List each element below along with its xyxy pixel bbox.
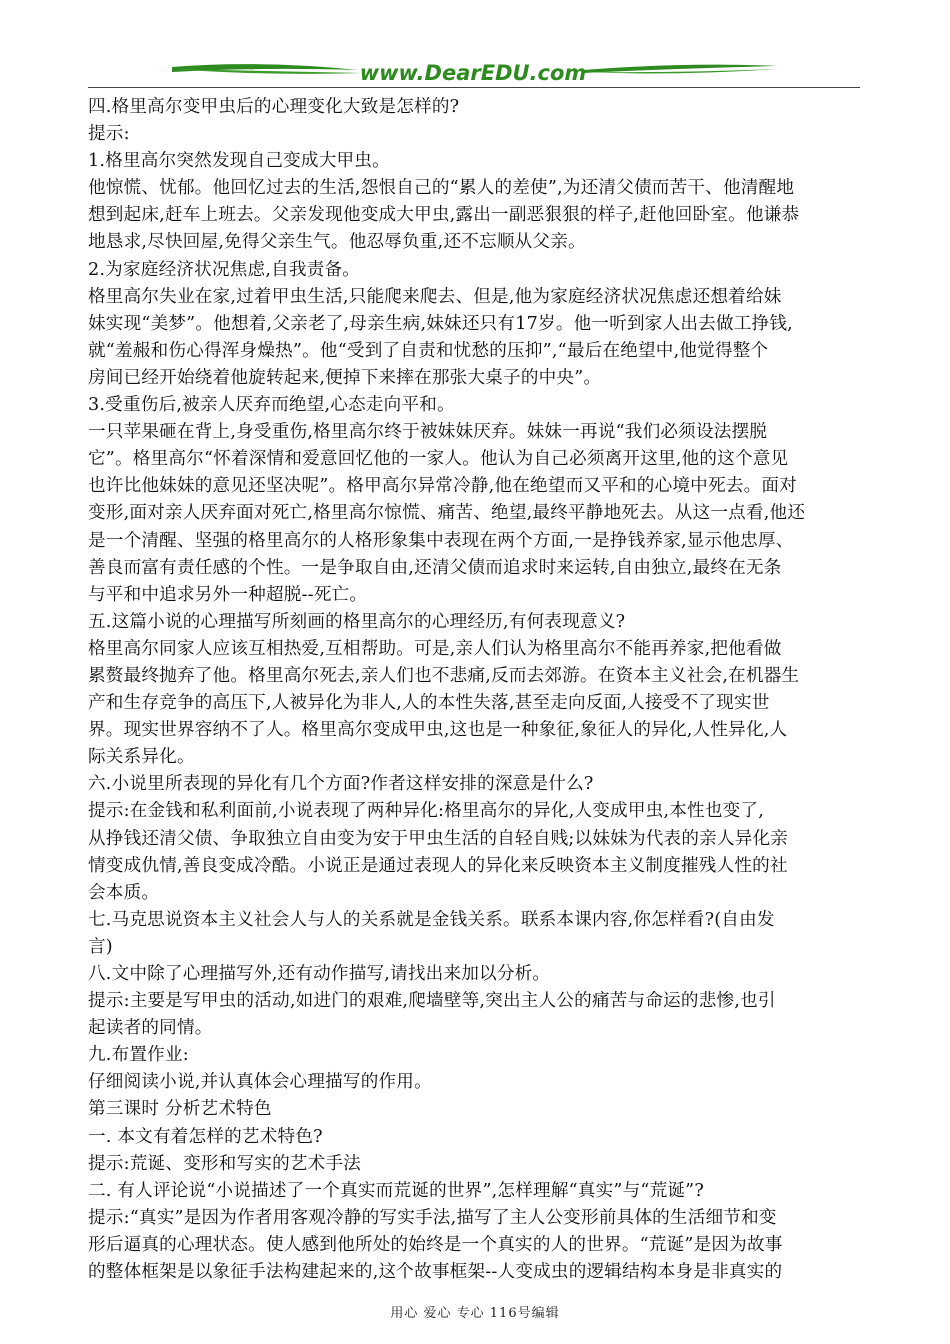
text-line: 房间已经开始绕着他旋转起来,便掉下来摔在那张大桌子的中央”。 xyxy=(88,367,602,388)
text-line: 格里高尔同家人应该互相热爱,互相帮助。可是,亲人们认为格里高尔不能再养家,把他看做 xyxy=(88,638,782,659)
text-line: 二. 有人评论说“小说描述了一个真实而荒诞的世界”,怎样理解“真实”与“荒诞”? xyxy=(88,1180,704,1201)
text-line: 四.格里高尔变甲虫后的心理变化大致是怎样的? xyxy=(88,97,460,117)
text-line: 六.小说里所表现的异化有几个方面?作者这样安排的深意是什么? xyxy=(88,774,594,795)
text-line: 五.这篇小说的心理描写所刻画的格里高尔的心理经历,有何表现意义? xyxy=(88,611,626,632)
text-line: 提示:荒诞、变形和写实的艺术手法 xyxy=(88,1153,362,1174)
text-line: 它”。格里高尔“怀着深情和爱意回忆他的一家人。他认为自己必须离开这里,他的这个意见 xyxy=(88,449,789,470)
text-line: 提示: xyxy=(88,124,130,145)
text-line: 一只苹果砸在背上,身受重伤,格里高尔终于被妹妹厌弃。妹妹一再说“我们必须设法摆脱 xyxy=(88,422,768,443)
text-line: 变形,面对亲人厌弃面对死亡,格里高尔惊慌、痛苦、绝望,最终平静地死去。从这一点看,他还 xyxy=(88,503,806,524)
leaf-swoosh-logo xyxy=(88,58,860,88)
text-line: 也许比他妹妹的意见还坚决呢”。格甲高尔异常冷静,他在绝望而又平和的心境中死去。面对 xyxy=(88,476,797,497)
text-line: 1.格里高尔突然发现自己变成大甲虫。 xyxy=(88,151,390,172)
text-line: 七.马克思说资本主义社会人与人的关系就是金钱关系。联系本课内容,你怎样看?(自由发 xyxy=(88,909,775,930)
text-line: 妹实现“美梦”。他想着,父亲老了,母亲生病,妹妹还只有17岁。他一听到家人出去做工挣钱, xyxy=(88,313,793,334)
text-line: 提示:主要是写甲虫的活动,如进门的艰难,爬墙壁等,突出主人公的痛苦与命运的悲惨,也引 xyxy=(88,991,776,1012)
text-line: 言) xyxy=(88,936,113,957)
text-line: 八.文中除了心理描写外,还有动作描写,请找出来加以分析。 xyxy=(88,964,551,984)
text-line: 际关系异化。 xyxy=(88,747,195,768)
text-line: 2.为家庭经济状况焦虑,自我责备。 xyxy=(88,259,361,280)
text-line: 的整体框架是以象征手法构建起来的,这个故事框架--人变成虫的逻辑结构本身是非真实的 xyxy=(88,1262,783,1283)
text-line: 提示:“真实”是因为作者用客观冷静的写实手法,描写了主人公变形前具体的生活细节和变 xyxy=(88,1207,777,1228)
text-line: 提示:在金钱和私利面前,小说表现了两种异化:格里高尔的异化,人变成甲虫,本性也变了, xyxy=(88,801,765,822)
text-line: 会本质。 xyxy=(88,882,160,903)
document-body xyxy=(88,94,862,1286)
text-line: 情变成仇情,善良变成冷酷。小说正是通过表现人的异化来反映资本主义制度摧残人性的社 xyxy=(88,855,788,876)
text-line: 从挣钱还清父债、争取独立自由变为安于甲虫生活的自轻自贱;以妹妹为代表的亲人异化亲 xyxy=(88,828,789,849)
text-line: 善良而富有责任感的个性。一是争取自由,还清父债而追求时来运转,自由独立,最终在无条 xyxy=(88,557,782,578)
text-line: 地恳求,尽快回屋,免得父亲生气。他忍辱负重,还不忘顺从父亲。 xyxy=(88,232,586,253)
text-line: 一. 本文有着怎样的艺术特色? xyxy=(88,1126,323,1147)
text-line: 3.受重伤后,被亲人厌弃而绝望,心态走向平和。 xyxy=(88,395,455,416)
text-line: 是一个清醒、坚强的格里高尔的人格形象集中表现在两个方面,一是挣钱养家,显示他忠厚、 xyxy=(88,530,794,551)
text-line: 界。现实世界容纳不了人。格里高尔变成甲虫,这也是一种象征,象征人的异化,人性异化,人 xyxy=(88,720,788,741)
text-line: 起读者的同情。 xyxy=(88,1018,213,1039)
text-line: 仔细阅读小说,并认真体会心理描写的作用。 xyxy=(88,1072,432,1093)
text-line: 产和生存竞争的高压下,人被异化为非人,人的本性失落,甚至走向反面,人接受不了现实世 xyxy=(88,693,770,714)
text-line: 形后逼真的心理状态。使人感到他所处的始终是一个真实的人的世界。“荒诞”是因为故事 xyxy=(88,1234,783,1255)
text-line: 他惊慌、忧郁。他回忆过去的生活,怨恨自己的“累人的差使”,为还清父债而苦干、他清醒地 xyxy=(88,178,795,199)
header-divider xyxy=(88,87,860,88)
text-line: 累赘最终抛弃了他。格里高尔死去,亲人们也不悲痛,反而去郊游。在资本主义社会,在机器生 xyxy=(88,665,800,686)
site-header-logo xyxy=(88,58,860,88)
page-footer: 用心 爱心 专心 116号编辑 xyxy=(390,1306,560,1321)
text-line: 就“羞赧和伤心得浑身燥热”。他“受到了自责和忧愁的压抑”,“最后在绝望中,他觉得整个 xyxy=(88,340,769,361)
text-line: 想到起床,赶车上班去。父亲发现他变成大甲虫,露出一副恶狠狠的样子,赶他回卧室。他谦恭 xyxy=(88,205,800,226)
text-line: 第三课时 分析艺术特色 xyxy=(88,1099,272,1120)
text-line: 九.布置作业: xyxy=(88,1045,189,1066)
text-line: 格里高尔失业在家,过着甲虫生活,只能爬来爬去、但是,他为家庭经济状况焦虑还想着给妹 xyxy=(88,286,782,307)
site-logo-text: www.DearEDU.com xyxy=(359,61,587,85)
text-line: 与平和中追求另外一种超脱--死亡。 xyxy=(88,584,368,605)
